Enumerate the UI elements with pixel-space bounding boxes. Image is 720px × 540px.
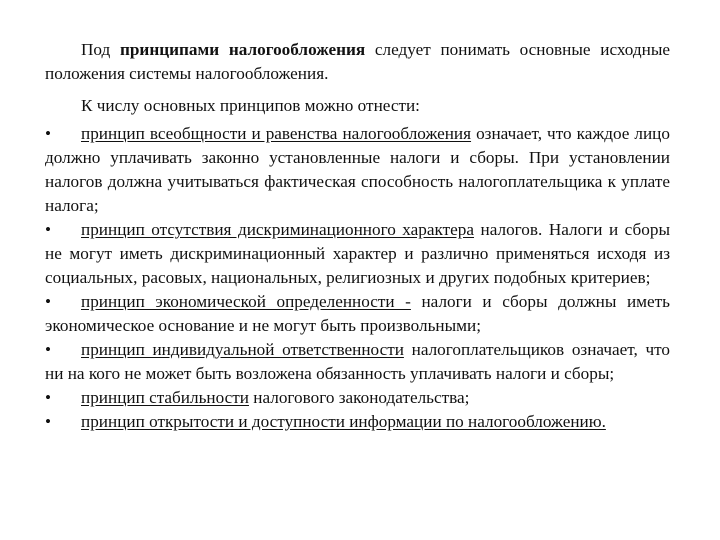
- document-slide: [45, 38, 670, 434]
- item-title: принцип всеобщности и равенства налогообложения: [81, 124, 472, 143]
- list-item: [45, 386, 670, 410]
- item-text: налогового законодательства;: [248, 388, 470, 407]
- list-item: [45, 218, 670, 290]
- bullet-icon: •: [45, 388, 52, 407]
- intro-term: принципами налогообложения: [119, 40, 366, 59]
- intro-paragraph: [45, 38, 670, 86]
- item-title: принцип стабильности: [81, 388, 249, 407]
- list-intro: К числу основных принципов можно отнести:: [81, 96, 420, 115]
- list-item: [45, 338, 670, 386]
- bullet-icon: •: [45, 124, 52, 143]
- list-item: [45, 122, 670, 218]
- bullet-icon: •: [45, 220, 52, 239]
- intro-text-before: Под: [81, 40, 120, 59]
- item-text: налоги и сборы должны иметь экономическое основание и не могут быть произвольными;: [45, 292, 670, 335]
- item-title: принцип экономической определенности -: [81, 292, 411, 311]
- item-text: налогов. Налоги и сборы не могут иметь дискриминационный характер и различно применяться исходя из социальных, расовых, национальных, религиозных и других подобных критериев;: [45, 220, 670, 287]
- item-title: принцип индивидуальной ответственности: [81, 340, 404, 359]
- item-title: принцип отсутствия дискриминационного характера: [81, 220, 475, 239]
- item-text: налогоплательщиков означает, что ни на кого не может быть возложена обязанность уплачивать налоги и сборы;: [45, 340, 670, 383]
- list-item: [45, 410, 670, 434]
- bullet-icon: •: [45, 412, 52, 431]
- bullet-icon: •: [45, 292, 52, 311]
- list-item: [45, 290, 670, 338]
- item-title: принцип открытости и доступности информации по налогообложению.: [81, 412, 606, 431]
- intro-text-after: следует понимать основные исходные положения системы налогообложения.: [45, 40, 670, 83]
- bullet-icon: •: [45, 340, 52, 359]
- item-text: означает, что каждое лицо должно уплачивать законно установленные налоги и сборы. При установлении налогов должна учитываться фактическая способность налогоплательщика к уплате налога;: [45, 124, 670, 215]
